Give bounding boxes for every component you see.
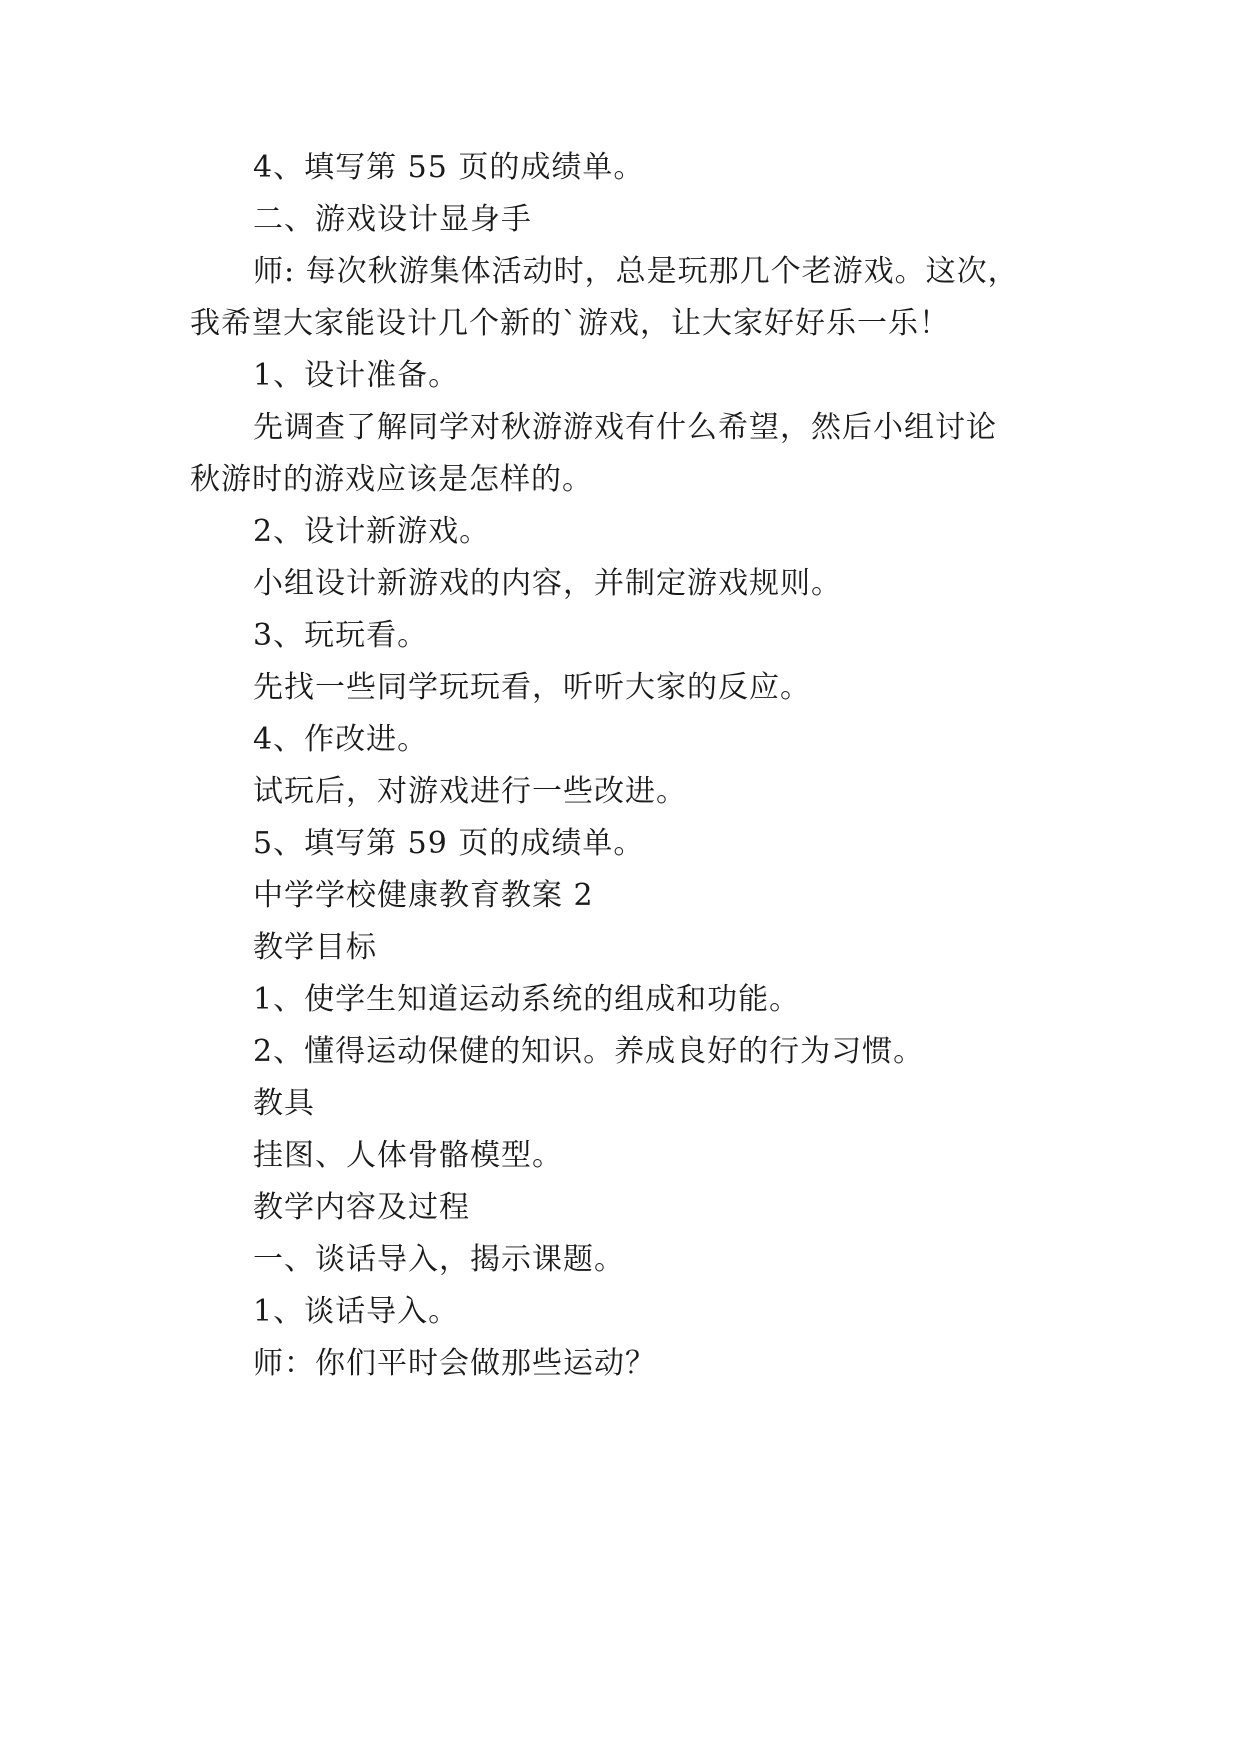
section-heading: 二、游戏设计显身手 bbox=[253, 202, 532, 237]
section-heading: 教学内容及过程 bbox=[253, 1190, 470, 1225]
text-line: 4、作改进。 bbox=[253, 722, 429, 757]
text-line: 5、填写第 59 页的成绩单。 bbox=[253, 826, 645, 861]
text-line: 一、谈话导入，揭示课题。 bbox=[253, 1242, 625, 1277]
text-line: 试玩后，对游戏进行一些改进。 bbox=[253, 774, 687, 809]
text-line: 1、设计准备。 bbox=[253, 358, 460, 393]
text-line: 先找一些同学玩玩看，听听大家的反应。 bbox=[253, 670, 811, 705]
text-line: 4、填写第 55 页的成绩单。 bbox=[253, 150, 645, 185]
text-line: 1、使学生知道运动系统的组成和功能。 bbox=[253, 982, 801, 1017]
text-line: 师: 每次秋游集体活动时，总是玩那几个老游戏。这次， bbox=[253, 254, 1019, 289]
text-line: 师：你们平时会做那些运动？ bbox=[253, 1346, 656, 1381]
text-line: 1、谈话导入。 bbox=[253, 1294, 460, 1329]
text-line: 我希望大家能设计几个新的`游戏，让大家好好乐一乐！ bbox=[190, 306, 950, 341]
text-line: 挂图、人体骨骼模型。 bbox=[253, 1138, 563, 1173]
text-line: 秋游时的游戏应该是怎样的。 bbox=[190, 462, 593, 497]
text-line: 先调查了解同学对秋游游戏有什么希望，然后小组讨论 bbox=[253, 410, 997, 445]
text-line: 3、玩玩看。 bbox=[253, 618, 429, 653]
section-heading: 教学目标 bbox=[253, 930, 377, 965]
text-line: 2、设计新游戏。 bbox=[253, 514, 491, 549]
text-line: 2、懂得运动保健的知识。养成良好的行为习惯。 bbox=[253, 1034, 925, 1069]
section-heading: 教具 bbox=[253, 1086, 315, 1121]
document-title: 中学学校健康教育教案 2 bbox=[253, 878, 594, 913]
text-line: 小组设计新游戏的内容，并制定游戏规则。 bbox=[253, 566, 842, 601]
